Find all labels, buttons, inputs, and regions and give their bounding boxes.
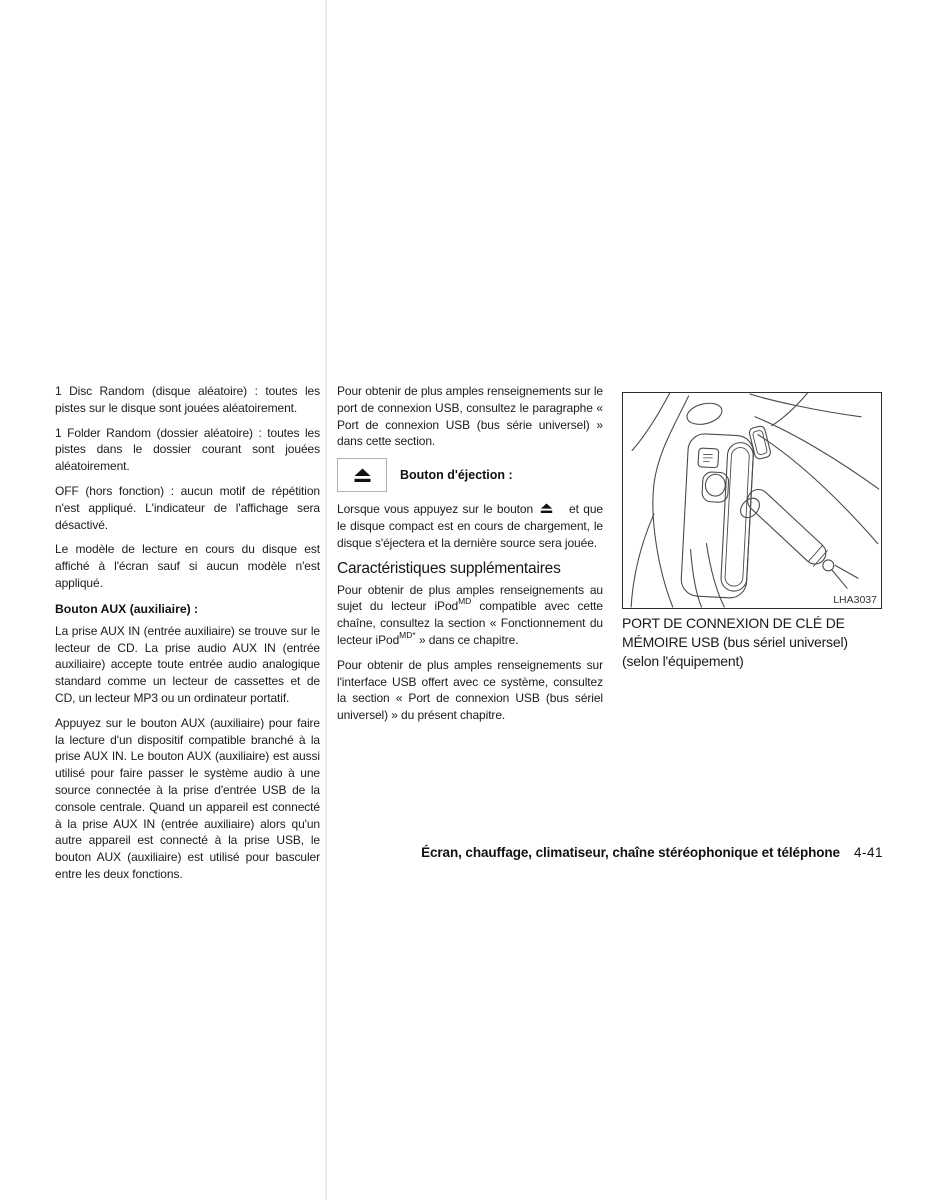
scan-seam-line [325, 0, 327, 1200]
middle-column [337, 383, 603, 732]
paragraph-ipod [337, 582, 603, 649]
extra-features-heading: Caractéristiques supplémentaires [337, 559, 561, 577]
eject-icon-box [337, 458, 387, 492]
paragraph-folder-random: 1 Folder Random (dossier aléatoire) : toutes les pistes dans le dossier courant sont jouées aléatoirement. [55, 425, 320, 474]
paragraph-eject [337, 501, 603, 551]
paragraph-aux-2: Appuyez sur le bouton AUX (auxiliaire) pour faire la lecture d'un dispositif compatible branché à la prise AUX IN. Le bouton AUX (auxiliaire) est aussi utilisé pour faire passer le système audio à une source connectée à la prise d'entrée USB de la console centrale. Quand un appareil est connecté à la prise AUX IN (entrée auxiliaire) alors qu'un autre appareil est connecté à la prise USB, le bouton AUX (auxiliaire) est utilisé pour basculer entre les deux fonctions. [55, 715, 320, 881]
footer-chapter-title: Écran, chauffage, climatiseur, chaîne stéréophonique et téléphone [421, 845, 840, 860]
eject-icon [353, 468, 372, 483]
figure-column [622, 392, 883, 671]
trademark-superscript: MD* [399, 629, 416, 640]
ipod-text-1: Pour obtenir de plus amples renseignements au sujet du lecteur iPod [337, 582, 603, 614]
paragraph-usb-interface: Pour obtenir de plus amples renseignements sur l'interface USB offert avec ce système, consultez la section « Port de connexion USB (bus sériel universel) » du présent chapitre. [337, 657, 603, 723]
eject-button-heading: Bouton d'éjection : [400, 468, 513, 483]
trademark-superscript: MD [458, 596, 472, 607]
usb-port-illustration [623, 393, 881, 608]
figure-label: LHA3037 [833, 594, 877, 606]
paragraph-play-mode: Le modèle de lecture en cours du disque est affiché à l'écran sauf si aucun modèle n'est appliqué. [55, 542, 320, 590]
aux-button-heading: Bouton AUX (auxiliaire) : [55, 601, 199, 616]
paragraph-aux-1: La prise AUX IN (entrée auxiliaire) se trouve sur le lecteur de CD. La prise audio AUX IN (entrée auxiliaire) accepte toute entrée audio analogique standard comme un lecteur de cassettes et de CD, un lecteur MP3 ou un ordinateur portatif. [55, 623, 320, 705]
usb-port-figure [622, 392, 882, 609]
paragraph-usb-port-ref: Pour obtenir de plus amples renseignements sur le port de connexion USB, consultez le paragraphe « Port de connexion USB (bus série universel) » dans cette section. [337, 384, 603, 449]
paragraph-off: OFF (hors fonction) : aucun motif de répétition n'est appliqué. L'indicateur de l'affichage sera désactivé. [55, 483, 320, 532]
ipod-text-2: compatible avec cette chaîne, consultez la section « Fonctionnement du lecteur iPod [337, 599, 603, 647]
footer-page-number: 4-41 [853, 845, 883, 860]
eject-icon [540, 503, 553, 514]
figure-caption: PORT DE CONNEXION DE CLÉ DE MÉMOIRE USB (bus sériel universel) (selon l'équipement) [622, 615, 848, 669]
eject-text-pre: Lorsque vous appuyez sur le bouton [337, 502, 534, 517]
eject-text-post: et que le disque compact est en cours de chargement, le disque s'éjectera et la dernière source sera jouée. [337, 502, 603, 550]
paragraph-disc-random: 1 Disc Random (disque aléatoire) : toutes les pistes sur le disque sont jouées aléatoirement. [55, 384, 320, 415]
ipod-text-3: » dans ce chapitre. [415, 632, 519, 647]
eject-button-row [337, 458, 603, 492]
page-footer [421, 845, 883, 860]
left-column [55, 383, 320, 891]
